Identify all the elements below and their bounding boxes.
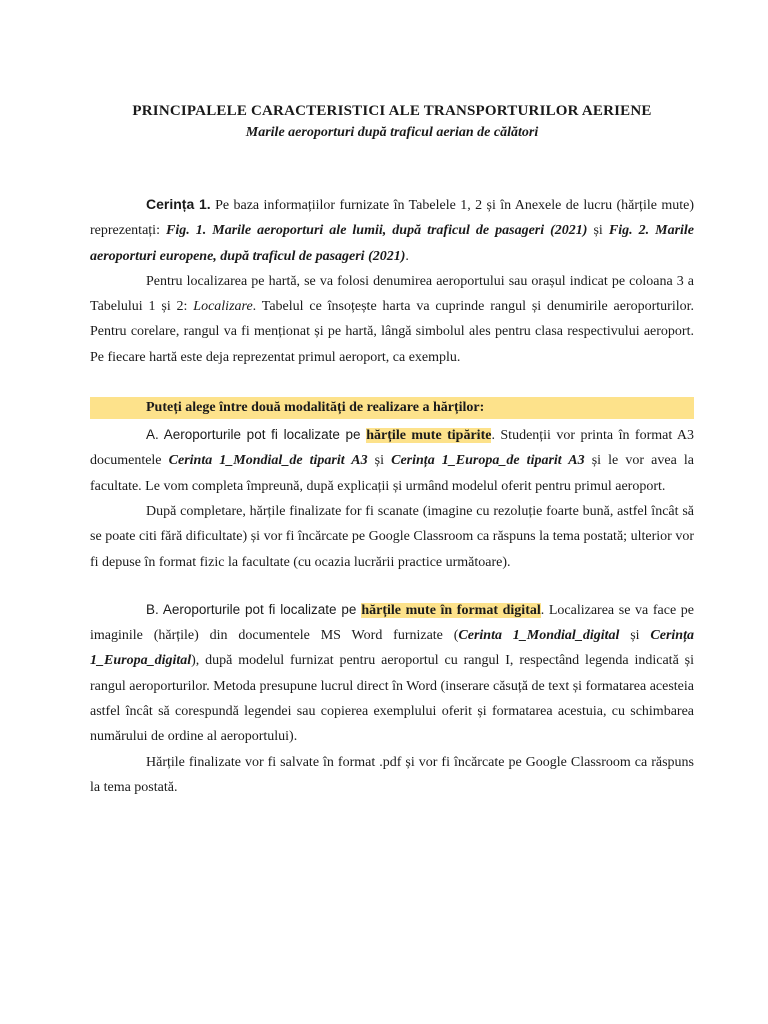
document-content [90,100,694,800]
option-b-paragraph: B. Aeroporturile pot fi localizate pe hărțile mute în format digital. Localizarea se va face pe imaginile (hărțile) din documentele MS Word furnizate (Cerinta 1_Mondial_digital și Cerința 1_Europa_digital), după modelul furnizat pentru aeroportul cu rangul I, respectând legenda indicată și rangul aeroporturilor. Metoda presupune lucrul direct în Word (inserare căsuță de text și formatarea acesteia astfel încât să corespundă legendei sau copierea exemplului oferit și formatarea acestuia, cu schimbarea numărului de ordine al aeroportului). [90,601,694,745]
option-a-doc-2: Cerința 1_Europa_de tiparit A3 [391,453,585,469]
option-a-highlight: hărțile mute tipărite [366,428,492,444]
figure-2-title: Fig. 2. Marile aeroporturi europene, după traficul de pasageri (2021) [90,223,695,264]
option-b-doc-1: Cerinta 1_Mondial_digital [458,628,620,644]
task-label: Cerința 1. [146,196,211,212]
option-a-doc-1: Cerinta 1_Mondial_de tiparit A3 [168,453,368,469]
localization-paragraph: Pentru localizarea pe hartă, se va folosi denumirea aeroportului sau orașul indicat pe coloana 3 a Tabelului 1 și 2: Localizare. Tabelul ce însoțește harta va cuprinde rangul și denumirile aeroporturilor. Pentru corelare, rangul va fi menționat și pe hartă, lângă simbolul ales pentru clasa respectivului aeroport. Pe fiecare hartă este deja reprezentat primul aeroport, ca exemplu. [90,273,694,365]
options-heading: Puteți alege între două modalități de realizare a hărților: [90,397,694,419]
document-title: PRINCIPALELE CARACTERISTICI ALE TRANSPORTURILOR AERIENE [132,103,652,119]
task-paragraph: Cerința 1. Pe baza informațiilor furnizate în Tabelele 1, 2 și în Anexele de lucru (hărțile mute) reprezentați: Fig. 1. Marile aeroporturi ale lumii, după traficul de pasageri (2021) și Fig. 2. Marile aeroporturi europene, după traficul de pasageri (2021). [90,196,695,264]
option-a-followup: După completare, hărțile finalizate for fi scanate (imagine cu rezoluție foarte bună, astfel încât să se poate citi fără dificultate) și vor fi încărcate pe Google Classroom ca răspuns la tema postată; ulterior vor fi depuse în format fizic la facultate (cu ocazia lucrării practice următoare). [90,503,694,570]
option-b-doc-2: Cerința 1_Europa_digital [90,628,694,669]
option-b-highlight: hărțile mute în format digital [361,602,541,618]
option-b-followup: Hărțile finalizate vor fi salvate în format .pdf și vor fi încărcate pe Google Classroom ca răspuns la tema postată. [90,754,694,795]
document-subtitle: Marile aeroporturi după traficul aerian de călători [245,125,539,140]
figure-1-title: Fig. 1. Marile aeroporturi ale lumii, după traficul de pasageri (2021) [165,223,588,239]
localizare-term: Localizare [193,299,253,315]
option-a-paragraph: A. Aeroporturile pot fi localizate pe hărțile mute tipărite. Studenții vor printa în format A3 documentele Cerinta 1_Mondial_de tiparit A3 și Cerința 1_Europa_de tiparit A3 și le vor avea la facultate. Le vom completa împreună, după explicații și urmând modelul oferit pentru primul aeroport. [90,427,695,494]
